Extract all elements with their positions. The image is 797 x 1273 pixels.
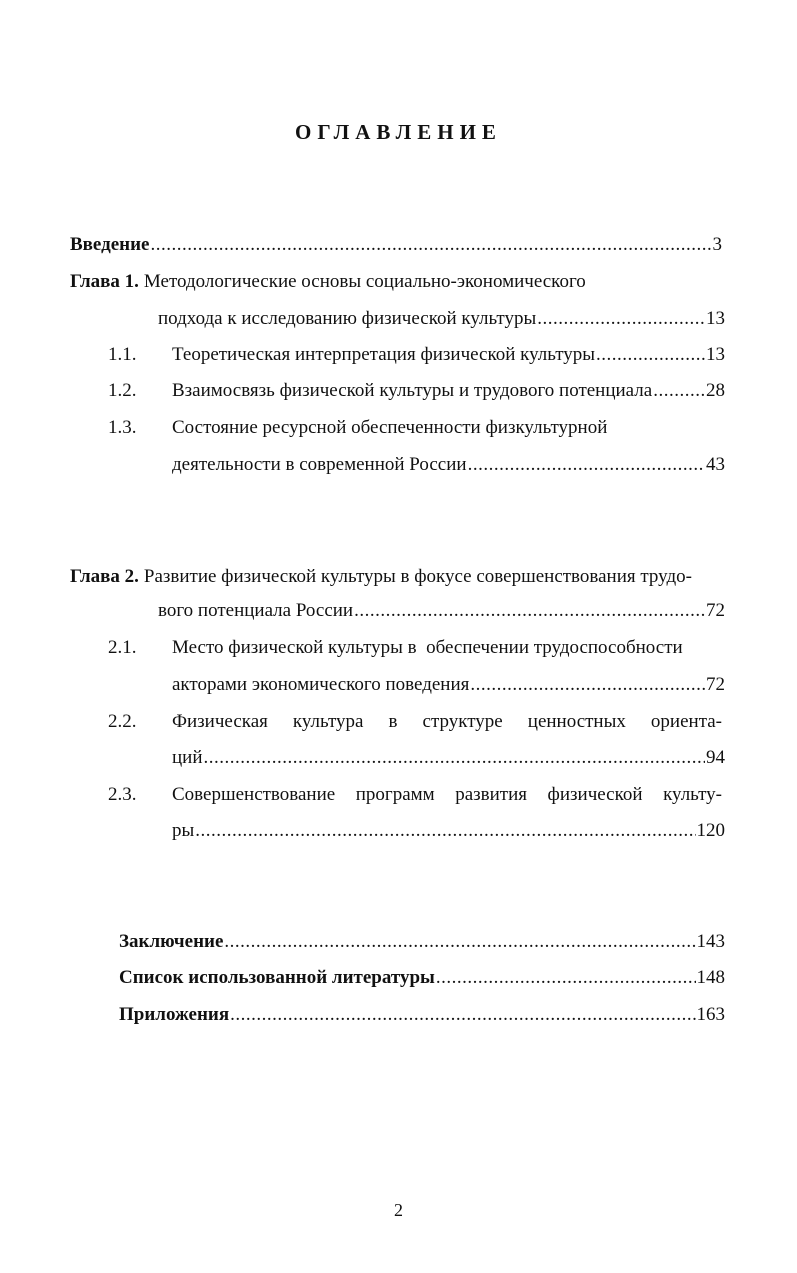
toc-section-1-3 — [172, 415, 607, 441]
toc-entry-conclusion — [119, 929, 725, 955]
toc-entry-intro — [70, 232, 722, 258]
section-number: 1.1. — [108, 344, 137, 365]
chapter-title: Методологические основы социально-экономического — [143, 271, 586, 292]
toc-page: 43 — [706, 454, 725, 475]
toc-section-1-3-cont — [172, 452, 725, 478]
section-number: 1.2. — [108, 380, 137, 401]
toc-page: 72 — [706, 600, 725, 621]
section-title-cont: ций — [172, 747, 203, 768]
section-word: развития — [455, 784, 528, 805]
section-word: культу- — [663, 784, 722, 805]
toc-page: 13 — [706, 344, 725, 365]
section-title-cont: ры — [172, 820, 195, 841]
chapter-title: Развитие физической культуры в фокусе совершенствования трудо- — [143, 566, 692, 587]
toc-entry-references — [119, 965, 725, 991]
toc-chapter-1-cont — [158, 306, 725, 332]
chapter-label: Глава 1. — [70, 271, 139, 292]
dot-leader — [230, 1002, 695, 1028]
dot-leader — [653, 378, 705, 404]
section-word: Физическая — [172, 711, 268, 732]
page-number: 2 — [394, 1200, 403, 1220]
dot-leader — [537, 306, 705, 332]
section-title: Состояние ресурсной обеспеченности физкультурной — [172, 417, 608, 438]
toc-chapter-2-heading — [70, 564, 692, 590]
dot-leader — [195, 818, 695, 844]
toc-label: Введение — [70, 234, 150, 255]
toc-page: 163 — [696, 1004, 725, 1025]
section-word: ориента- — [650, 711, 722, 732]
section-title: Место физической культуры в обеспечении трудоспособности — [172, 637, 683, 658]
section-word: физической — [547, 784, 643, 805]
toc-label: Приложения — [119, 1004, 230, 1025]
toc-page: 120 — [696, 820, 725, 841]
dot-leader — [470, 672, 705, 698]
section-number: 1.3. — [108, 417, 137, 438]
section-word: ценностных — [527, 711, 626, 732]
toc-page: 148 — [696, 967, 725, 988]
section-word: в — [388, 711, 398, 732]
toc-chapter-1-heading — [70, 269, 586, 295]
section-title-cont: деятельности в современной России — [172, 454, 467, 475]
section-word: Совершенствование — [172, 784, 336, 805]
section-title: Теоретическая интерпретация физической культуры — [172, 344, 596, 365]
section-word: программ — [355, 784, 435, 805]
dot-leader — [224, 929, 695, 955]
toc-page: 3 — [712, 234, 722, 255]
toc-section-2-1 — [172, 635, 683, 661]
section-number: 2.1. — [108, 637, 137, 658]
toc-section-2-3-cont — [172, 818, 725, 844]
toc-section-2-1-cont — [172, 672, 725, 698]
toc-section-2-3 — [172, 782, 722, 808]
toc-page: 94 — [706, 747, 725, 768]
toc-page: 72 — [706, 674, 725, 695]
section-title: Взаимосвязь физической культуры и трудового потенциала — [172, 380, 653, 401]
section-word: культура — [292, 711, 364, 732]
toc-section-1-1 — [172, 342, 725, 368]
section-title-cont: акторами экономического поведения — [172, 674, 470, 695]
dot-leader — [436, 965, 696, 991]
dot-leader — [596, 342, 705, 368]
section-word: структуре — [422, 711, 503, 732]
chapter-title-cont: подхода к исследованию физической культуры — [158, 308, 537, 329]
section-number: 2.2. — [108, 711, 137, 732]
chapter-label: Глава 2. — [70, 566, 139, 587]
dot-leader — [151, 232, 712, 258]
section-number: 2.3. — [108, 784, 137, 805]
toc-chapter-2-cont — [158, 598, 725, 624]
toc-page: 143 — [696, 931, 725, 952]
toc-entry-appendices — [119, 1002, 725, 1028]
toc-section-2-2 — [172, 709, 722, 735]
chapter-title-cont: вого потенциала России — [158, 600, 354, 621]
toc-page: 13 — [706, 308, 725, 329]
page-title: ОГЛАВЛЕНИЕ — [295, 120, 502, 144]
toc-label: Заключение — [119, 931, 224, 952]
toc-label: Список использованной литературы — [119, 967, 435, 988]
dot-leader — [354, 598, 705, 624]
toc-page: 28 — [706, 380, 725, 401]
dot-leader — [204, 745, 705, 771]
toc-section-2-2-cont — [172, 745, 725, 771]
toc-section-1-2 — [172, 378, 725, 404]
dot-leader — [468, 452, 705, 478]
